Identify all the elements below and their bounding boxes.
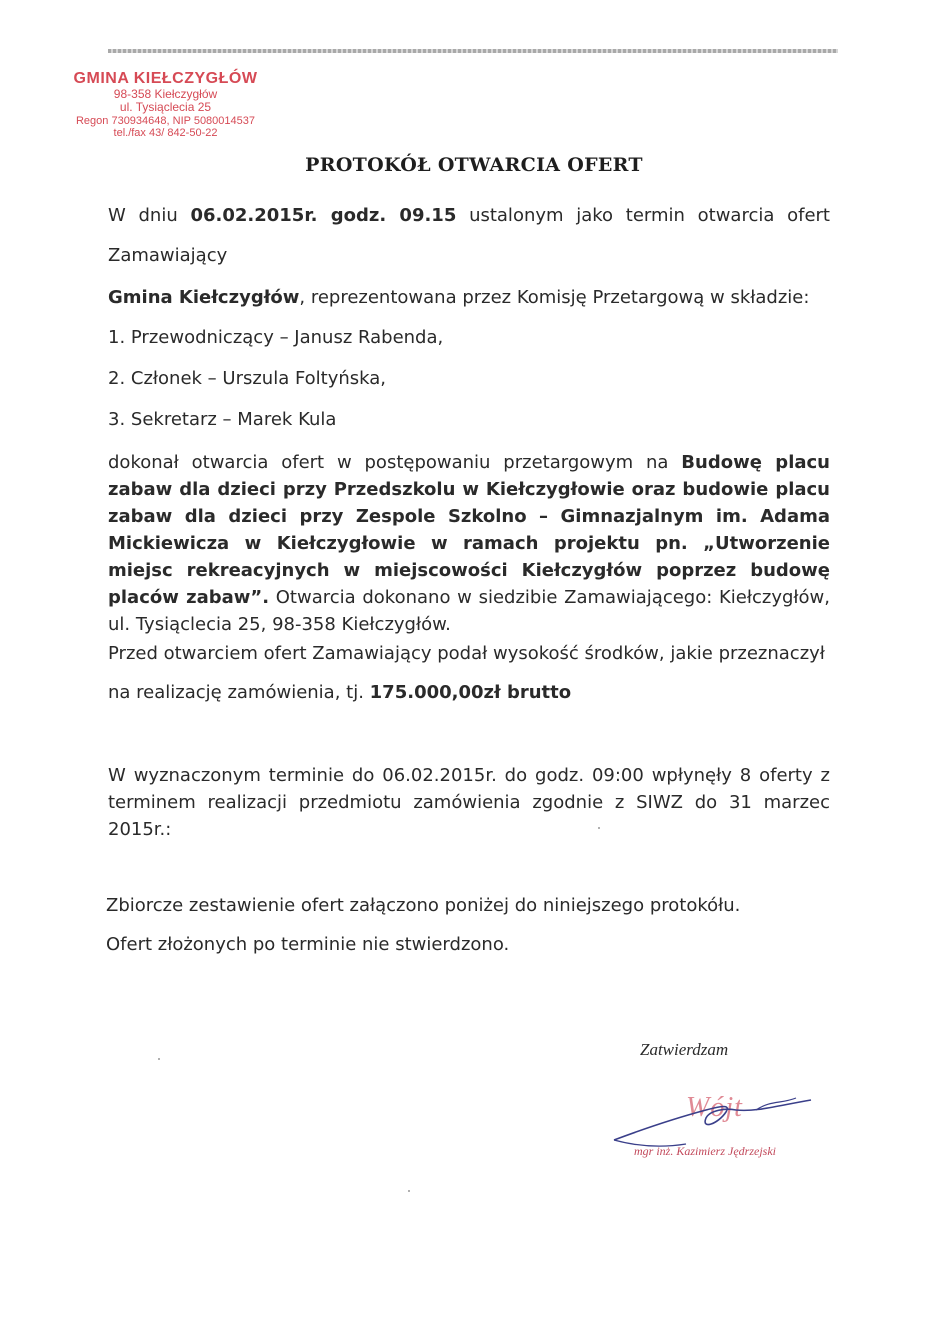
organization-rest: , reprezentowana przez Komisję Przetargową w składzie:: [299, 287, 810, 308]
signatory-name: mgr inż. Kazimierz Jędrzejski: [634, 1144, 776, 1158]
offers-paragraph: W wyznaczonym terminie do 06.02.2015r. do godz. 09:00 wpłynęły 8 oferty z terminem realizacji przedmiotu zamówienia zgodnie z SIWZ do 31 marzec 2015r.:: [108, 765, 830, 840]
document-title: PROTOKÓŁ OTWARCIA OFERT: [305, 154, 643, 176]
scan-speck: [598, 827, 600, 829]
budget-line-1: Przed otwarciem ofert Zamawiający podał wysokość środków, jakie przeznaczył: [108, 643, 825, 664]
scan-speck: [408, 1190, 410, 1192]
signature-block: [606, 1088, 821, 1168]
intro-date: 06.02.2015r. godz. 09.15: [190, 205, 457, 226]
stamp-postal: 98-358 Kiełczygłów: [113, 86, 218, 101]
budget-amount: 175.000,00zł brutto: [369, 682, 572, 703]
scan-speck: [158, 1058, 160, 1060]
stamp-street: ul. Tysiąclecia 25: [119, 100, 212, 115]
intro-suffix: ustalonym jako termin otwarcia ofert: [469, 205, 830, 226]
municipality-stamp: [58, 70, 273, 139]
late-offers-line: Ofert złożonych po terminie nie stwierdzono.: [106, 934, 510, 955]
project-name: Budowę placu zabaw dla dzieci przy Przedszkolu w Kiełczygłowie oraz budowie placu zabaw dla dzieci przy Zespole Szkolno – Gimnazjalnym im. Adama Mickiewicza w Kiełczygłowie w ramach projektu pn. „Utworzenie miejsc rekreacyjnych w miejscowości Kiełczygłów poprzez budowę placów zabaw”.: [108, 452, 830, 608]
scan-edge-line: [108, 49, 838, 53]
budget-label: na realizację zamówienia, tj.: [108, 682, 370, 703]
stamp-phone: tel./fax 43/ 842-50-22: [113, 127, 218, 140]
committee-item-3: 3. Sekretarz – Marek Kula: [108, 409, 337, 430]
intro-prefix: W dniu: [108, 205, 178, 226]
committee-item-2: 2. Członek – Urszula Foltyńska,: [108, 368, 387, 389]
budget-line-2: [108, 682, 830, 704]
stamp-name: GMINA KIEŁCZYGŁÓW: [73, 70, 258, 87]
intro-line: [108, 205, 830, 227]
opening-paragraph: [108, 449, 830, 638]
organization-line: [108, 287, 830, 309]
opening-location: Otwarcia dokonano w siedzibie Zamawiającego: Kiełczygłów, ul. Tysiąclecia 25, 98-358 Kiełczygłów.: [108, 587, 830, 635]
intro-line-2: Zamawiający: [108, 245, 228, 266]
committee-item-1: 1. Przewodniczący – Janusz Rabenda,: [108, 327, 444, 348]
approval-label: Zatwierdzam: [640, 1040, 729, 1059]
summary-line: Zbiorcze zestawienie ofert załączono poniżej do niniejszego protokółu.: [106, 895, 741, 916]
stamp-ids: Regon 730934648, NIP 5080014537: [75, 114, 255, 127]
wojt-stamp: Wójt: [686, 1092, 743, 1123]
organization-name: Gmina Kiełczygłów: [108, 287, 300, 308]
opening-text: dokonał otwarcia ofert w postępowaniu przetargowym na: [108, 452, 682, 473]
